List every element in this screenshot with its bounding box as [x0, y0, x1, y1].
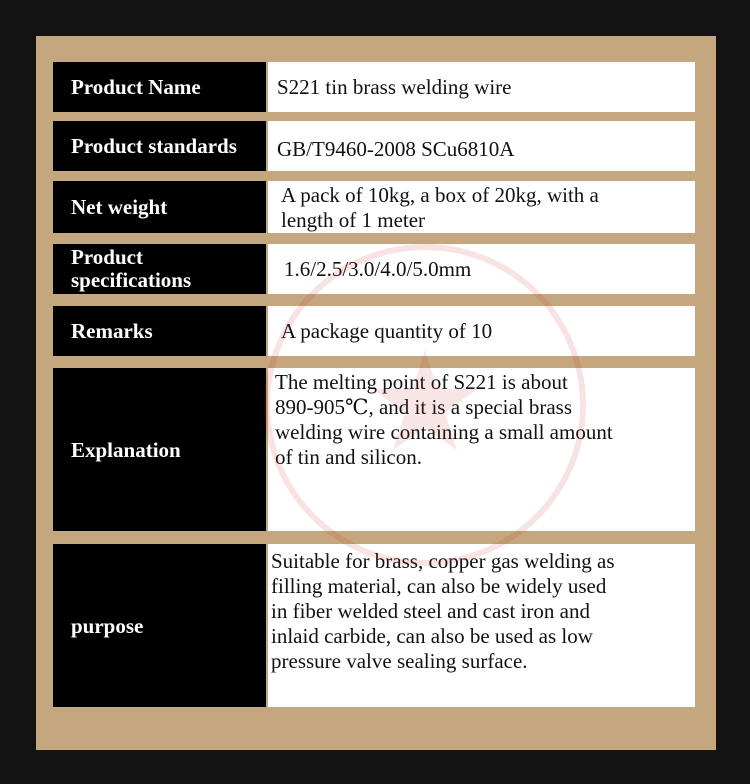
row-label: Remarks: [53, 306, 266, 356]
spec-row-product-name: [53, 62, 695, 112]
row-value: A package quantity of 10: [268, 306, 695, 356]
spec-row-remarks: [53, 306, 695, 356]
row-value: 1.6/2.5/3.0/4.0/5.0mm: [268, 244, 695, 294]
spec-row-product-standards: [53, 121, 695, 171]
spec-panel: [36, 36, 716, 750]
row-value: Suitable for brass, copper gas welding as filling material, can also be widely used in fiber welded steel and cast iron and inlaid carbide, can also be used as low pressure valve sealing surface.: [268, 544, 695, 707]
spec-row-product-specifications: [53, 244, 695, 294]
row-value: S221 tin brass welding wire: [268, 62, 695, 112]
row-label: Product standards: [53, 121, 266, 171]
row-label: Explanation: [53, 368, 266, 531]
row-label: Product specifications: [53, 244, 266, 294]
spec-row-explanation: [53, 368, 695, 531]
row-label: Product Name: [53, 62, 266, 112]
row-label: Net weight: [53, 181, 266, 233]
row-value: GB/T9460-2008 SCu6810A: [268, 121, 695, 171]
spec-row-net-weight: [53, 181, 695, 233]
row-label: purpose: [53, 544, 266, 707]
spec-row-purpose: [53, 544, 695, 707]
row-value: The melting point of S221 is about 890-905℃, and it is a special brass welding wire containing a small amount of tin and silicon.: [268, 368, 695, 531]
row-value: A pack of 10kg, a box of 20kg, with a length of 1 meter: [268, 181, 695, 233]
